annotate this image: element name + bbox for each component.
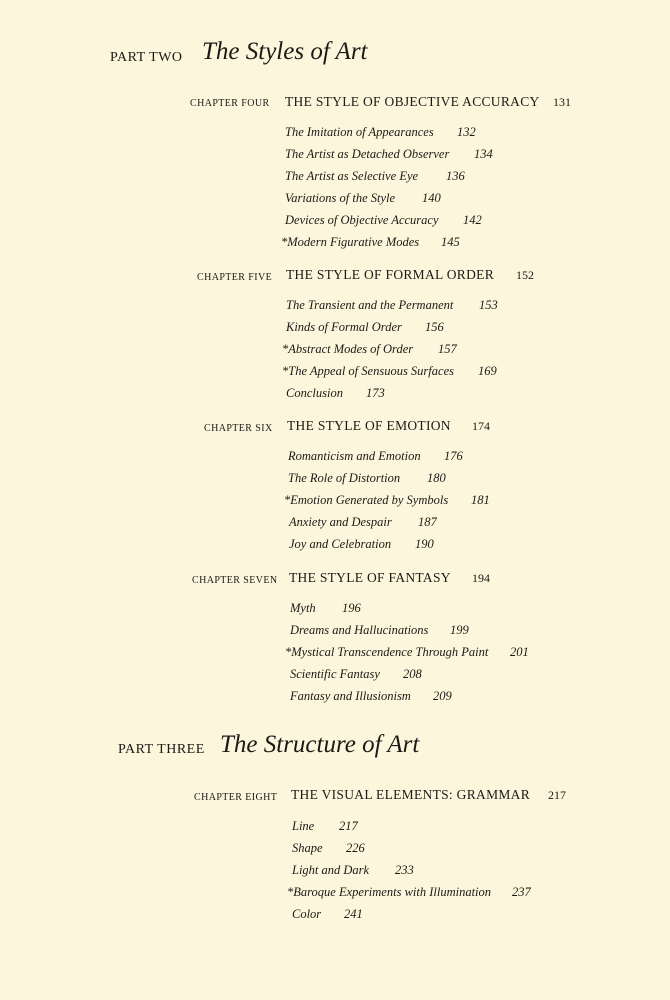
section-entry: [0, 298, 670, 320]
section-title: The Transient and the Permanent: [286, 298, 454, 312]
section-title: The Artist as Selective Eye: [285, 169, 419, 183]
chapter-title: THE STYLE OF OBJECTIVE ACCURACY: [285, 94, 540, 109]
section-title: Dreams and Hallucinations: [290, 623, 429, 637]
section-entry: [0, 235, 670, 257]
section-page-number: 142: [463, 213, 482, 227]
section-entry: [0, 342, 670, 364]
section-page-number: 176: [444, 449, 463, 463]
chapter-label: CHAPTER SEVEN: [192, 575, 278, 586]
part-title: The Styles of Art: [202, 38, 368, 65]
chapter-label: CHAPTER EIGHT: [194, 792, 278, 803]
section-title: The Artist as Detached Observer: [285, 147, 450, 161]
section-entry: [0, 449, 670, 471]
section-title: Shape: [292, 841, 323, 855]
chapter-page-number: 131: [553, 95, 571, 109]
section-page-number: 201: [510, 645, 529, 659]
section-entry: [0, 667, 670, 689]
section-entry: [0, 125, 670, 147]
section-page-number: 140: [422, 191, 441, 205]
section-title: *Abstract Modes of Order: [282, 342, 414, 356]
section-entry: [0, 623, 670, 645]
section-entry: [0, 885, 670, 907]
section-page-number: 156: [425, 320, 444, 334]
section-title: *The Appeal of Sensuous Surfaces: [282, 364, 454, 378]
chapter-page-number: 194: [472, 571, 490, 585]
section-page-number: 237: [512, 885, 531, 899]
section-entry: [0, 645, 670, 667]
section-entry: [0, 364, 670, 386]
section-page-number: 180: [427, 471, 446, 485]
section-entry: [0, 863, 670, 885]
section-title: *Emotion Generated by Symbols: [284, 493, 449, 507]
chapter-title: THE STYLE OF FANTASY: [289, 570, 451, 585]
chapter-title: THE STYLE OF FORMAL ORDER: [286, 267, 495, 282]
section-title: *Modern Figurative Modes: [281, 235, 420, 249]
section-title: Kinds of Formal Order: [286, 320, 402, 334]
section-entry: [0, 819, 670, 841]
chapter-label: CHAPTER SIX: [204, 423, 273, 434]
section-page-number: 187: [418, 515, 437, 529]
section-title: Devices of Objective Accuracy: [285, 213, 439, 227]
section-title: Anxiety and Despair: [289, 515, 392, 529]
section-entry: [0, 515, 670, 537]
section-entry: [0, 537, 670, 559]
chapter-page-number: 152: [516, 268, 534, 282]
section-page-number: 136: [446, 169, 465, 183]
section-entry: [0, 213, 670, 235]
chapter-page-number: 174: [472, 419, 490, 433]
section-entry: [0, 191, 670, 213]
section-title: The Role of Distortion: [288, 471, 401, 485]
section-page-number: 134: [474, 147, 493, 161]
section-title: Variations of the Style: [285, 191, 396, 205]
section-title: *Baroque Experiments with Illumination: [287, 885, 492, 899]
chapter-label: CHAPTER FOUR: [190, 98, 270, 109]
section-page-number: 157: [438, 342, 457, 356]
section-title: Scientific Fantasy: [290, 667, 380, 681]
section-page-number: 181: [471, 493, 490, 507]
section-page-number: 209: [433, 689, 452, 703]
section-entry: [0, 169, 670, 191]
section-title: Romanticism and Emotion: [288, 449, 421, 463]
section-title: Color: [292, 907, 322, 921]
section-page-number: 217: [339, 819, 358, 833]
section-title: Fantasy and Illusionism: [290, 689, 411, 703]
section-page-number: 233: [395, 863, 414, 877]
section-entry: [0, 320, 670, 342]
section-page-number: 173: [366, 386, 385, 400]
section-page-number: 208: [403, 667, 422, 681]
part-label: PART TWO: [110, 50, 183, 65]
part-title: The Structure of Art: [220, 731, 420, 758]
part-label: PART THREE: [118, 742, 205, 757]
section-title: Light and Dark: [292, 863, 370, 877]
section-title: Line: [292, 819, 315, 833]
section-page-number: 145: [441, 235, 460, 249]
section-page-number: 169: [478, 364, 497, 378]
section-page-number: 199: [450, 623, 469, 637]
section-entry: [0, 471, 670, 493]
section-entry: [0, 493, 670, 515]
section-entry: [0, 147, 670, 169]
section-page-number: 196: [342, 601, 361, 615]
chapter-title: THE STYLE OF EMOTION: [287, 418, 451, 433]
section-title: Conclusion: [286, 386, 343, 400]
section-page-number: 241: [344, 907, 363, 921]
section-page-number: 153: [479, 298, 498, 312]
section-title: The Imitation of Appearances: [285, 125, 434, 139]
section-entry: [0, 907, 670, 929]
section-page-number: 190: [415, 537, 434, 551]
section-entry: [0, 689, 670, 711]
section-page-number: 226: [346, 841, 365, 855]
section-page-number: 132: [457, 125, 476, 139]
chapter-title: THE VISUAL ELEMENTS: GRAMMAR: [291, 787, 531, 802]
section-entry: [0, 386, 670, 408]
section-entry: [0, 841, 670, 863]
chapter-label: CHAPTER FIVE: [197, 272, 273, 283]
section-title: *Mystical Transcendence Through Paint: [285, 645, 489, 659]
section-entry: [0, 601, 670, 623]
section-title: Myth: [290, 601, 316, 615]
section-title: Joy and Celebration: [289, 537, 392, 551]
chapter-page-number: 217: [548, 788, 566, 802]
